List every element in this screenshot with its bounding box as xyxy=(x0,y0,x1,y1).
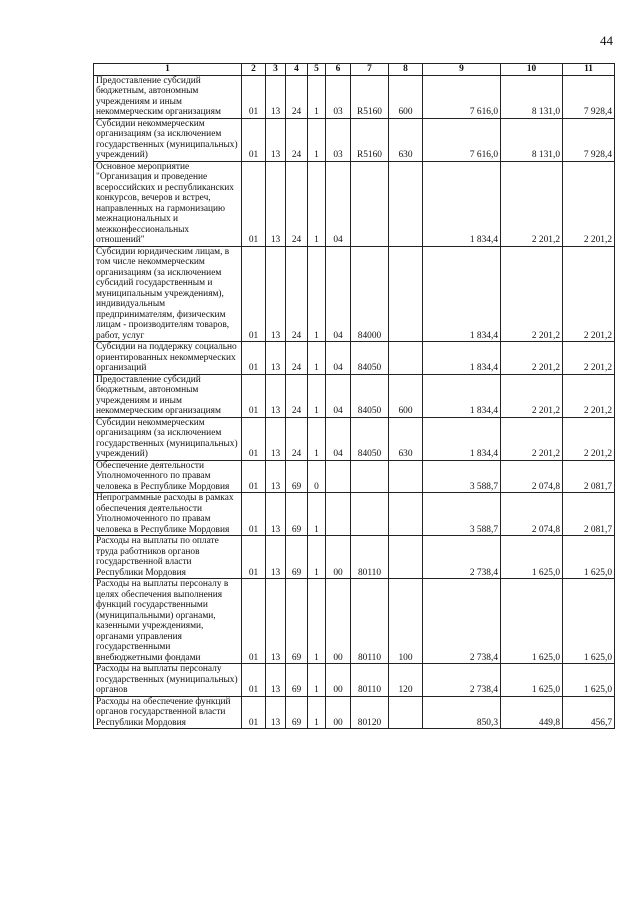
cell-amount-3: 2 201,2 xyxy=(563,161,615,246)
row-description: Предоставление субсидий бюджетным, автономным учреждениям и иным некоммерческим организациям xyxy=(94,374,242,417)
cell-subprogram: 1 xyxy=(308,579,326,664)
cell-program: 69 xyxy=(286,696,308,729)
cell-subprogram: 0 xyxy=(308,460,326,493)
cell-subprogram: 1 xyxy=(308,246,326,342)
cell-amount-2: 2 201,2 xyxy=(501,246,563,342)
cell-section: 01 xyxy=(242,246,266,342)
cell-activity: 00 xyxy=(326,579,351,664)
cell-direction: 80110 xyxy=(351,664,389,697)
table-row xyxy=(94,118,615,161)
cell-activity: 00 xyxy=(326,664,351,697)
cell-program: 24 xyxy=(286,161,308,246)
cell-amount-2: 1 625,0 xyxy=(501,579,563,664)
cell-amount-2: 8 131,0 xyxy=(501,75,563,118)
cell-expense-type xyxy=(389,460,423,493)
table-row xyxy=(94,417,615,460)
cell-direction: 84050 xyxy=(351,342,389,375)
cell-expense-type: 120 xyxy=(389,664,423,697)
cell-amount-1: 7 616,0 xyxy=(423,75,501,118)
cell-section: 01 xyxy=(242,493,266,536)
row-description: Расходы на выплаты персоналу в целях обеспечения выполнения функций государственными (муниципальными) органами, казенными учреждениями, органами управления государственными внебюджетными фондами xyxy=(94,579,242,664)
cell-amount-3: 1 625,0 xyxy=(563,536,615,579)
cell-section: 01 xyxy=(242,374,266,417)
row-description: Расходы на выплаты персоналу государственных (муниципальных) органов xyxy=(94,664,242,697)
cell-section: 01 xyxy=(242,536,266,579)
col-header: 1 xyxy=(94,64,242,76)
table-row xyxy=(94,493,615,536)
cell-direction: 84050 xyxy=(351,417,389,460)
cell-amount-3: 1 625,0 xyxy=(563,579,615,664)
cell-expense-type xyxy=(389,342,423,375)
cell-subprogram: 1 xyxy=(308,374,326,417)
cell-expense-type xyxy=(389,493,423,536)
cell-subprogram: 1 xyxy=(308,342,326,375)
cell-expense-type: 630 xyxy=(389,417,423,460)
table-row xyxy=(94,246,615,342)
cell-amount-2: 449,8 xyxy=(501,696,563,729)
cell-amount-1: 3 588,7 xyxy=(423,493,501,536)
cell-subprogram: 1 xyxy=(308,118,326,161)
cell-subsection: 13 xyxy=(266,493,286,536)
cell-amount-2: 2 201,2 xyxy=(501,342,563,375)
cell-subprogram: 1 xyxy=(308,161,326,246)
cell-section: 01 xyxy=(242,664,266,697)
cell-section: 01 xyxy=(242,696,266,729)
cell-expense-type: 100 xyxy=(389,579,423,664)
cell-amount-1: 1 834,4 xyxy=(423,161,501,246)
cell-direction xyxy=(351,161,389,246)
cell-subsection: 13 xyxy=(266,696,286,729)
cell-subsection: 13 xyxy=(266,75,286,118)
col-header: 3 xyxy=(266,64,286,76)
cell-activity: 04 xyxy=(326,374,351,417)
cell-amount-2: 2 201,2 xyxy=(501,374,563,417)
cell-direction: 80120 xyxy=(351,696,389,729)
cell-amount-1: 1 834,4 xyxy=(423,417,501,460)
cell-expense-type xyxy=(389,161,423,246)
col-header: 7 xyxy=(351,64,389,76)
row-description: Расходы на выплаты по оплате труда работников органов государственной власти Республики Мордовия xyxy=(94,536,242,579)
table-row xyxy=(94,460,615,493)
cell-direction: R5160 xyxy=(351,118,389,161)
row-description: Предоставление субсидий бюджетным, автономным учреждениям и иным некоммерческим организациям xyxy=(94,75,242,118)
cell-activity: 04 xyxy=(326,161,351,246)
cell-section: 01 xyxy=(242,417,266,460)
row-description: Обеспечение деятельности Уполномоченного по правам человека в Республике Мордовия xyxy=(94,460,242,493)
cell-subprogram: 1 xyxy=(308,417,326,460)
col-header: 11 xyxy=(563,64,615,76)
cell-amount-3: 7 928,4 xyxy=(563,118,615,161)
cell-amount-3: 7 928,4 xyxy=(563,75,615,118)
cell-subprogram: 1 xyxy=(308,536,326,579)
cell-amount-3: 2 201,2 xyxy=(563,374,615,417)
cell-section: 01 xyxy=(242,460,266,493)
cell-amount-3: 2 201,2 xyxy=(563,417,615,460)
row-description: Расходы на обеспечение функций органов государственной власти Республики Мордовия xyxy=(94,696,242,729)
cell-amount-2: 2 074,8 xyxy=(501,460,563,493)
cell-subsection: 13 xyxy=(266,664,286,697)
cell-amount-1: 3 588,7 xyxy=(423,460,501,493)
cell-activity: 03 xyxy=(326,118,351,161)
cell-amount-3: 2 081,7 xyxy=(563,460,615,493)
cell-section: 01 xyxy=(242,579,266,664)
cell-section: 01 xyxy=(242,161,266,246)
cell-expense-type: 600 xyxy=(389,374,423,417)
cell-amount-1: 2 738,4 xyxy=(423,536,501,579)
cell-activity: 04 xyxy=(326,246,351,342)
cell-activity: 00 xyxy=(326,696,351,729)
cell-amount-1: 2 738,4 xyxy=(423,579,501,664)
cell-amount-2: 8 131,0 xyxy=(501,118,563,161)
cell-subprogram: 1 xyxy=(308,75,326,118)
row-description: Субсидии юридическим лицам, в том числе некоммерческим организациям (за исключением субсидий государственным и муниципальным учреждениям), индивидуальным предпринимателям, физическим лицам - производителям товаров, работ, услуг xyxy=(94,246,242,342)
cell-activity: 00 xyxy=(326,536,351,579)
cell-amount-3: 2 201,2 xyxy=(563,246,615,342)
cell-activity xyxy=(326,493,351,536)
table-row xyxy=(94,696,615,729)
cell-subprogram: 1 xyxy=(308,696,326,729)
cell-direction: 84000 xyxy=(351,246,389,342)
cell-section: 01 xyxy=(242,75,266,118)
cell-subprogram: 1 xyxy=(308,664,326,697)
cell-direction xyxy=(351,493,389,536)
cell-subsection: 13 xyxy=(266,536,286,579)
cell-program: 24 xyxy=(286,342,308,375)
row-description: Субсидии некоммерческим организациям (за исключением государственных (муниципальных) учреждений) xyxy=(94,417,242,460)
cell-amount-1: 1 834,4 xyxy=(423,246,501,342)
cell-section: 01 xyxy=(242,118,266,161)
cell-amount-2: 2 201,2 xyxy=(501,161,563,246)
col-header: 5 xyxy=(308,64,326,76)
cell-direction: R5160 xyxy=(351,75,389,118)
table-row xyxy=(94,75,615,118)
cell-amount-1: 1 834,4 xyxy=(423,374,501,417)
cell-subsection: 13 xyxy=(266,246,286,342)
cell-amount-2: 2 074,8 xyxy=(501,493,563,536)
col-header: 9 xyxy=(423,64,501,76)
cell-activity: 03 xyxy=(326,75,351,118)
cell-direction: 80110 xyxy=(351,579,389,664)
table-row xyxy=(94,161,615,246)
cell-program: 69 xyxy=(286,664,308,697)
cell-amount-3: 2 081,7 xyxy=(563,493,615,536)
cell-subsection: 13 xyxy=(266,579,286,664)
cell-amount-1: 1 834,4 xyxy=(423,342,501,375)
cell-direction: 80110 xyxy=(351,536,389,579)
col-header: 8 xyxy=(389,64,423,76)
cell-program: 69 xyxy=(286,536,308,579)
table-row xyxy=(94,342,615,375)
cell-subsection: 13 xyxy=(266,118,286,161)
cell-activity: 04 xyxy=(326,417,351,460)
cell-direction xyxy=(351,460,389,493)
cell-direction: 84050 xyxy=(351,374,389,417)
cell-program: 69 xyxy=(286,493,308,536)
cell-amount-2: 1 625,0 xyxy=(501,664,563,697)
table-row xyxy=(94,374,615,417)
cell-amount-1: 2 738,4 xyxy=(423,664,501,697)
cell-expense-type xyxy=(389,696,423,729)
cell-program: 24 xyxy=(286,75,308,118)
cell-subsection: 13 xyxy=(266,460,286,493)
cell-activity xyxy=(326,460,351,493)
col-header: 10 xyxy=(501,64,563,76)
row-description: Основное мероприятие "Организация и проведение всероссийских и республиканских конкурсов, вечеров и встреч, направленных на гармонизацию межнациональных и межконфессиональных отношений" xyxy=(94,161,242,246)
table-row xyxy=(94,536,615,579)
cell-expense-type: 630 xyxy=(389,118,423,161)
row-description: Субсидии на поддержку социально ориентированных некоммерческих организаций xyxy=(94,342,242,375)
cell-amount-2: 1 625,0 xyxy=(501,536,563,579)
cell-program: 24 xyxy=(286,246,308,342)
cell-expense-type xyxy=(389,246,423,342)
cell-amount-1: 7 616,0 xyxy=(423,118,501,161)
page-number: 44 xyxy=(600,33,613,48)
cell-subsection: 13 xyxy=(266,374,286,417)
cell-subsection: 13 xyxy=(266,161,286,246)
cell-program: 24 xyxy=(286,118,308,161)
budget-table xyxy=(93,63,615,729)
cell-section: 01 xyxy=(242,342,266,375)
row-description: Непрограммные расходы в рамках обеспечения деятельности Уполномоченного по правам человека в Республике Мордовия xyxy=(94,493,242,536)
cell-amount-3: 1 625,0 xyxy=(563,664,615,697)
cell-amount-2: 2 201,2 xyxy=(501,417,563,460)
table-row xyxy=(94,664,615,697)
row-description: Субсидии некоммерческим организациям (за исключением государственных (муниципальных) учреждений) xyxy=(94,118,242,161)
cell-expense-type xyxy=(389,536,423,579)
cell-program: 24 xyxy=(286,374,308,417)
cell-amount-1: 850,3 xyxy=(423,696,501,729)
cell-subsection: 13 xyxy=(266,417,286,460)
cell-amount-3: 2 201,2 xyxy=(563,342,615,375)
cell-subprogram: 1 xyxy=(308,493,326,536)
col-header: 6 xyxy=(326,64,351,76)
header-row xyxy=(94,64,615,76)
cell-activity: 04 xyxy=(326,342,351,375)
table-row xyxy=(94,579,615,664)
cell-amount-3: 456,7 xyxy=(563,696,615,729)
cell-expense-type: 600 xyxy=(389,75,423,118)
cell-program: 69 xyxy=(286,460,308,493)
cell-subsection: 13 xyxy=(266,342,286,375)
cell-program: 24 xyxy=(286,417,308,460)
cell-program: 69 xyxy=(286,579,308,664)
col-header: 4 xyxy=(286,64,308,76)
col-header: 2 xyxy=(242,64,266,76)
